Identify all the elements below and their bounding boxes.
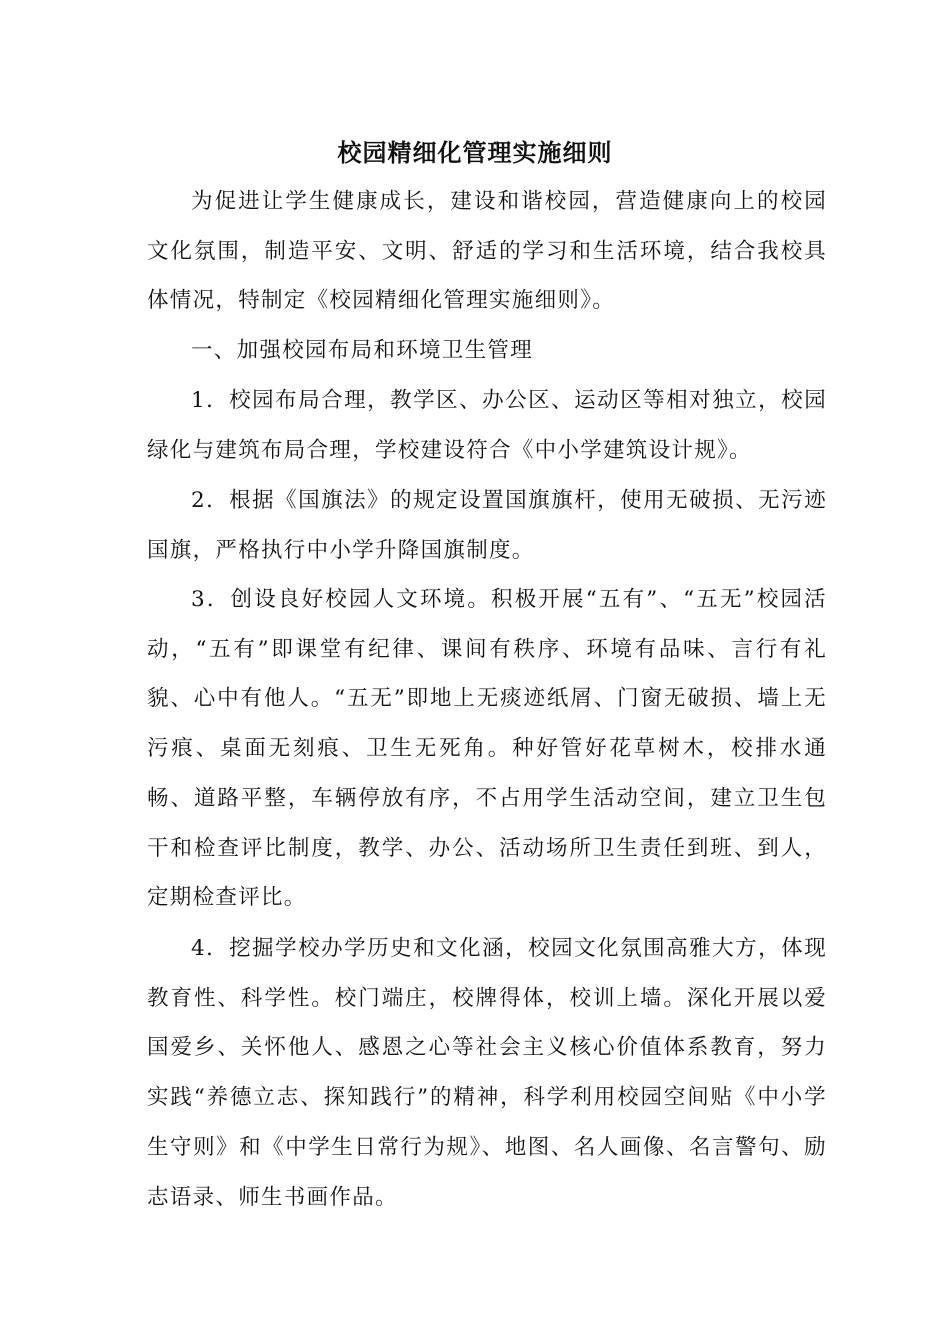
intro-paragraph: 为促进让学生健康成长，建设和谐校园，营造健康向上的校园文化氛围，制造平安、文明、舒适的学习和生活环境，结合我校具体情况，特制定《校园精细化管理实施细则》。 (147, 189, 827, 314)
section-item-4: 4．挖掘学校办学历史和文化涵，校园文化氛围高雅大方，体现教育性、科学性。校门端庄，校牌得体，校训上墙。深化开展以爱国爱乡、关怀他人、感恩之心等社会主义核心价值体系教育，努力实践“养德立志、探知践行”的精神，科学利用校园空间贴《中小学生守则》和《中学生日常行为规》、地图、名人画像、名言警句、励志语录、师生书画作品。 (147, 936, 827, 1210)
section-item-2: 2．根据《国旗法》的规定设置国旗旗杆，使用无破损、无污迹国旗，严格执行中小学升降国旗制度。 (147, 488, 827, 563)
document-title: 校园精细化管理实施细则 (337, 138, 613, 167)
section-item-3: 3．创设良好校园人文环境。积极开展“五有”、“五无”校园活动，“五有”即课堂有纪律、课间有秩序、环境有品味、言行有礼貌、心中有他人。“五无”即地上无痰迹纸屑、门窗无破损、墙上无污痕、桌面无刻痕、卫生无死角。种好管好花草树木，校排水通畅、道路平整，车辆停放有序，不占用学生活动空间，建立卫生包干和检查评比制度，教学、办公、活动场所卫生责任到班、到人，定期检查评比。 (147, 587, 827, 911)
section-item-1: 1．校园布局合理，教学区、办公区、运动区等相对独立，校园绿化与建筑布局合理，学校建设符合《中小学建筑设计规》。 (147, 388, 827, 463)
section-heading-1: 一、加强校园布局和环境卫生管理 (191, 338, 534, 363)
